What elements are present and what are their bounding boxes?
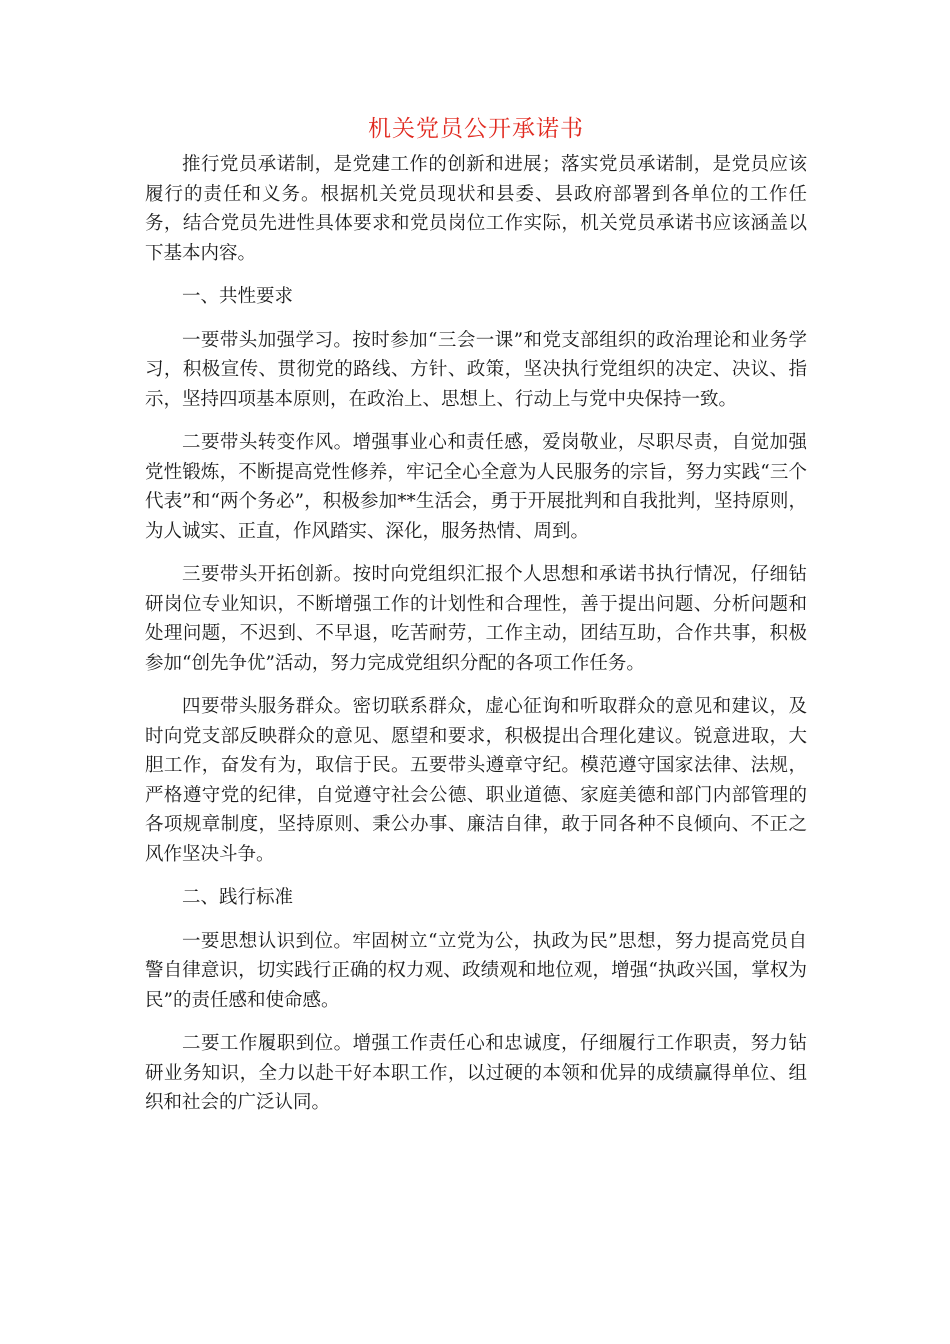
document-title: 机关党员公开承诺书 bbox=[368, 116, 584, 142]
document-page bbox=[145, 112, 807, 1132]
paragraph-ideology: 一要思想认识到位。牢固树立“立党为公，执政为民”思想，努力提高党员自警自律意识，切实践行正确的权力观、政绩观和地位观，增强“执政兴国，掌权为民”的责任感和使命感。 bbox=[145, 930, 807, 1011]
paragraph-work-style: 二要带头转变作风。增强事业心和责任感，爱岗敬业，尽职尽责，自觉加强党性锻炼，不断提高党性修养，牢记全心全意为人民服务的宗旨，努力实践“三个代表”和“两个务必”，积极参加**生活会，勇于开展批判和自我批判，坚持原则，为人诚实、正直，作风踏实、深化，服务热情、周到。 bbox=[145, 432, 807, 542]
section-heading-practice-standards: 二、践行标准 bbox=[182, 887, 294, 908]
paragraph-duty: 二要工作履职到位。增强工作责任心和忠诚度，仔细履行工作职责，努力钻研业务知识，全力以赴干好本职工作，以过硬的本领和优异的成绩赢得单位、组织和社会的广泛认同。 bbox=[145, 1033, 807, 1113]
intro-paragraph: 推行党员承诺制，是党建工作的创新和进展；落实党员承诺制，是党员应该履行的责任和义务。根据机关党员现状和县委、县政府部署到各单位的工作任务，结合党员先进性具体要求和党员岗位工作实际，机关党员承诺书应该涵盖以下基本内容。 bbox=[145, 154, 807, 264]
paragraph-study: 一要带头加强学习。按时参加“三会一课”和党支部组织的政治理论和业务学习，积极宣传、贯彻党的路线、方针、政策，坚决执行党组织的决定、决议、指示，坚持四项基本原则，在政治上、思想上、行动上与党中央保持一致。 bbox=[145, 329, 807, 410]
section-heading-common-requirements: 一、共性要求 bbox=[182, 286, 294, 307]
paragraph-serve-masses: 四要带头服务群众。密切联系群众，虚心征询和听取群众的意见和建议，及时向党支部反映群众的意见、愿望和要求，积极提出合理化建议。锐意进取，大胆工作，奋发有为，取信于民。五要带头遵章守纪。模范遵守国家法律、法规，严格遵守党的纪律，自觉遵守社会公德、职业道德、家庭美德和部门内部管理的各项规章制度，坚持原则、秉公办事、廉洁自律，敢于同各种不良倾向、不正之风作坚决斗争。 bbox=[145, 696, 807, 865]
paragraph-innovation: 三要带头开拓创新。按时向党组织汇报个人思想和承诺书执行情况，仔细钻研岗位专业知识，不断增强工作的计划性和合理性，善于提出问题、分析问题和处理问题，不迟到、不早退，吃苦耐劳，工作主动，团结互助，合作共事，积极参加“创先争优”活动，努力完成党组织分配的各项工作任务。 bbox=[145, 564, 807, 674]
